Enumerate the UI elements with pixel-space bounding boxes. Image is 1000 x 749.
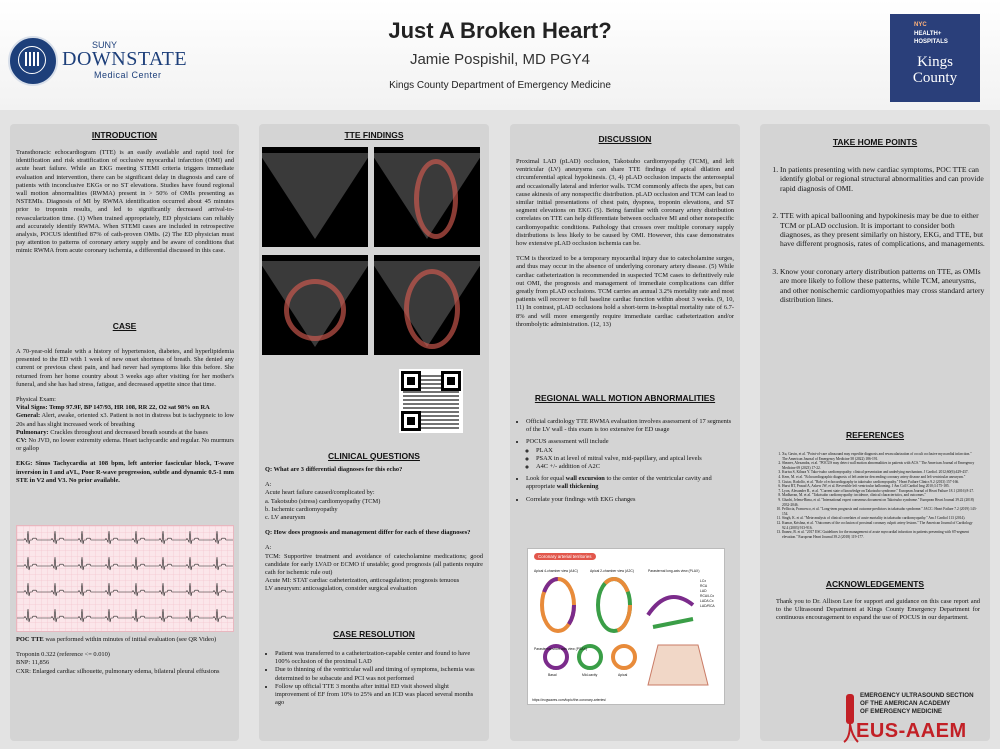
legend-item: LAD/LCx <box>700 599 714 603</box>
discussion-heading: DISCUSSION <box>598 134 652 144</box>
diagram-source-url: https://ecgwaves.com/topic/the-coronary-arteries/ <box>532 698 607 702</box>
rwma-bullet-4: • Correlate your findings with EKG changes <box>526 496 734 504</box>
logo-medcenter-text: Medical Center <box>94 70 162 80</box>
resolution-item: • Patient was transferred to a catheterization-capable center and found to have 100% occlusion of the proximal LAD <box>275 650 483 666</box>
legend-item: LCx <box>700 579 707 583</box>
rwma-bullet-3: • Look for equal wall excursion to the center of the ventricular cavity and appropriate wall thickening <box>526 475 734 491</box>
take-home-item: 1. In patients presenting with new cardiac symptoms, POC TTE can identify global or regional structural abnormalities and can provide rapid diagnosis of OMI. <box>780 165 986 193</box>
exam-pulmonary: Pulmonary: Crackles throughout and decreased breath sounds at the bases <box>16 428 208 436</box>
echo-image-2 <box>374 147 480 247</box>
reference-item: 2. Shearer, Alexandra, et al. "POCUS may detect wall motion abnormalities in patients with ACS." The American Journal of Emergency Medicine 69 (2023) 17-22. <box>782 461 978 470</box>
ekg-tracing-image <box>16 525 234 632</box>
answer-1-label: A: <box>265 481 272 489</box>
answer-2-mi: Acute MI: STAT cardiac catheterization, anticoagulation; prognosis tenuous <box>265 577 460 585</box>
eus-line-2: OF THE AMERICAN ACADEMY <box>860 700 951 707</box>
diagram-level-label: Basal <box>548 673 557 677</box>
reference-item: 13. Ibanez, B. et al. "2017 ESC Guidelines for the management of acute myocardial infarction in patients presenting with ST-segment elevation." European Heart Journal 39.2 (2018) 119-177. <box>782 530 978 539</box>
rwma-sub-item: ◦ PLAX <box>536 447 734 455</box>
logo-hospitals-text: HOSPITALS <box>914 39 948 45</box>
tte-findings-heading: TTE FINDINGS <box>344 130 404 140</box>
echo-image-1 <box>262 147 368 247</box>
diagram-legend <box>700 579 715 609</box>
logo-downstate-text: DOWNSTATE <box>62 48 188 70</box>
answer-2-label: A: <box>265 544 272 552</box>
reference-item: 3. Kurisu S, Kihara Y. Tako-tsubo cardiomyopathy: clinical presentation and underlying mechanism. J Cardiol. 2012;60(6):429-437. <box>782 470 978 475</box>
eus-line-1: EMERGENCY ULTRASOUND SECTION <box>860 692 974 699</box>
take-home-heading: TAKE HOME POINTS <box>832 137 918 147</box>
echo-image-3 <box>262 255 368 355</box>
rwma-body <box>516 418 734 504</box>
take-home-body <box>766 165 986 304</box>
answer-1-item: c. LV aneurysm <box>265 514 306 522</box>
poster-department: Kings County Department of Emergency Medicine <box>389 80 611 91</box>
answer-1-item: a. Takotsubo (stress) cardiomyopathy (TCM) <box>265 497 381 505</box>
take-home-item: 3. Know your coronary artery distribution patterns on TTE, as OMIs are more likely to follow these patterns, while TCM, aneurysms, and other nonischemic cardiomyopathies may cross standard artery distribution lines. <box>780 267 986 305</box>
rwma-bullet-2: • POCUS assessment will include ◦ PLAX ◦ PSAX in at level of mitral valve, mid-papillary, and apical levels ◦ A4C +/- addition of A2C <box>526 438 734 471</box>
reference-item: 11. Singh, K. et al. "Meta-analysis of clinical correlates of acute mortality in takotsubo cardiomyopathy." Am J Cardiol 113 (2014). <box>782 516 978 521</box>
coronary-territories-diagram <box>527 548 725 705</box>
case-resolution-heading: CASE RESOLUTION <box>333 629 415 639</box>
case-labs <box>16 636 234 676</box>
diagram-view-label: Parasternal long-axis view (PLAX) <box>648 569 700 573</box>
legend-item: LAD/RCA <box>700 604 715 608</box>
legend-item: LAD <box>700 589 707 593</box>
rwma-heading: REGIONAL WALL MOTION ABNORMALITIES <box>534 393 716 403</box>
reference-item: 10. Pelliccia, Francesco, et al. "Long-term prognosis and outcome predictors in takotsubo syndrome." JACC: Heart Failure 7.2 (2019) 143-154. <box>782 507 978 516</box>
discussion-body <box>516 158 734 336</box>
introduction-heading: INTRODUCTION <box>91 130 158 140</box>
references-heading: REFERENCES <box>845 430 905 440</box>
answer-1-item: b. Ischemic cardiomyopathy <box>265 505 338 513</box>
diagram-title: Coronary arterial territories <box>534 553 596 560</box>
kings-county-logo <box>890 14 980 102</box>
diagram-view-label: Apical 2-chamber view (A2C) <box>590 569 634 573</box>
rwma-bullet-1: • Official cardiology TTE RWMA evaluation involves assessment of 17 segments of the LV wall - this exam is too extensive for ED usage <box>526 418 734 434</box>
case-hpi: A 70-year-old female with a history of hypertension, diabetes, and hyperlipidemia presented to the ED with 1 week of new onset shortness of breath. She denied any current or previous chest pain, and had never had symptoms like this before. She returned from her home country about 3 weeks ago after visiting for her mother's funeral, and she has had stress, fatigue, and decreased appetite since that time. <box>16 348 234 388</box>
lab-cxr: CXR: Enlarged cardiac silhouette, pulmonary edema, bilateral pleural effusions <box>16 667 220 675</box>
discussion-paragraph-1: Proximal LAD (pLAD) occlusion, Takotsubo cardiomyopathy (TCM), and left ventricular (LV) aneurysms can share TTE findings of apical dilation and circumferential apical hypokinesis. (3, 4) pLAD occlusion impacts the anteroseptal and occasionally lateral and inferior walls. TCM commonly affects the apex, but can cause akinesis of any nonspecific distribution. pLAD occlusion and TCM can lead to similar initial presentations of chest pain, dyspnea, troponin elevations, and ST segment elevations on EKG (5). Being familiar with coronary artery distribution correlates on TTE can help differentiate between occlusive MI and other nonspecific cardiomyopathic conditions. Pathology that crosses over multiple coronary supply distributions is less likely to be caused by OMI. However, this case demonstrates how extensive pLAD occlusion ischemia can be. <box>516 158 734 248</box>
reference-item: 7. Lyon, Alexander R., et al. "Current state of knowledge on Takotsubo syndrome." European Journal of Heart Failure 18.1 (2016) 8-27. <box>782 489 978 494</box>
acknowledgements-text: Thank you to Dr. Allison Lee for support and guidance on this case report and to the Ultrasound Department at Kings County Emergency Department for continuous encouragement to expand the use of POCUS in our department. <box>776 598 980 622</box>
rwma-sub-item: ◦ A4C +/- addition of A2C <box>536 463 734 471</box>
legend-item: RCA/LCx <box>700 594 715 598</box>
answer-2-tcm: TCM: Supportive treatment and avoidance of catecholamine medications; good candidate for early LVAD or ECMO if unstable; good prognosis (all patients require cath for ischemic rule out) <box>265 552 483 577</box>
clinical-questions-heading: CLINICAL QUESTIONS <box>328 451 420 461</box>
echo-image-4 <box>374 255 480 355</box>
introduction-text: Transthoracic echocardiogram (TTE) is an easily available and rapid tool for identification and risk stratification of occlusive myocardial infarction (OMI) and acute heart failure. While an EKG meeting STEMI criteria triggers immediate evaluation and intervention, there can be significant delay in diagnosis and care of patients with inconclusive EKGs or no ST elevations. Studies have found regional wall motion abnormalities (RWMA) present in > 50% of OMIs presenting as NSTEMIs. Diagnosis of MI by RWMA identification occurred about 45 minutes prior to troponin results, and led to significantly decreased arrival-to-revascularization time. (1) When trained appropriately, ED physicians can reliably and accurately identify RWMA. When STEMI cases are included in retrospective analysis, POCUS identified 87% of cath-proven OMIs. (2) The ED physician must pay attention to patterns of coronary artery supply and be aware of conditions that mimic RWMA from acute coronary ischemia, a differential discussed in this case. <box>16 149 234 255</box>
case-poctte: POC TTE was performed within minutes of initial evaluation (see QR Video) <box>16 636 217 643</box>
diagram-view-label: Apical 4-chamber view (A4C) <box>534 569 578 573</box>
answer-1-line: Acute heart failure caused/complicated by: <box>265 489 375 497</box>
discussion-paragraph-2: TCM is theorized to be a temporary myocardial injury due to catecholamine surges, and thus may occur in the absence of underlying coronary artery disease. (5) While cardiac catheterization is recommended in suspected TCM cases to definitively rule out OMI, the prognosis and management of immediate complications can differ greatly from pLAD occlusions. TCM carries an annual 3.2% mortality rate and most patients will recover to full baseline cardiac function within about 3 weeks. (9, 10, 11) In contrast, pLAD occlusions hold a short-term in-hospital mortality rate of 6.7-8% and will more emergently require immediate cardiac catheterization and/or thrombolytic administration. (12, 13) <box>516 255 734 328</box>
resolution-item: • Follow up official TTE 3 months after initial ED visit showed slight improvement of EF from 10% to 25% and an ICD was placed several months ago <box>275 683 483 708</box>
references-list <box>772 452 978 539</box>
case-resolution-body <box>265 650 483 707</box>
clinical-questions-body <box>265 466 483 594</box>
eus-name: EUS-AAEM <box>856 720 967 742</box>
lab-troponin: Troponin 0.322 (reference <= 0.010) <box>16 651 110 659</box>
ekg-tracing-svg <box>17 526 233 631</box>
eus-aaem-logo <box>838 690 996 746</box>
take-home-item: 2. TTE with apical ballooning and hypokinesis may be due to either TCM or pLAD occlusion. It is important to consider both diagnoses, as they present similarly on history, EKG, and TTE, but have different prognosis, rates of complications, and managements. <box>780 211 986 249</box>
poster-header <box>0 0 1000 110</box>
reference-item: 8. Madhavan, M. et al. "Takotsubo cardiomyopathy: incidence, clinical characteristics, and outcomes." <box>782 493 978 498</box>
exam-cv: CV: No JVD, no lower extremity edema. Heart tachycardic and regular. No murmurs or gallop <box>16 437 234 453</box>
exam-vitals: Vital Signs: Temp 97.9F, BP 147/93, HR 108, RR 22, O2 sat 98% on RA <box>16 404 210 412</box>
qr-code[interactable] <box>399 369 463 433</box>
poster-author: Jamie Pospishil, MD PGY4 <box>409 51 591 68</box>
eus-text-block <box>860 692 974 716</box>
question-1: Q: What are 3 differential diagnoses for this echo? <box>265 466 403 473</box>
reference-item: 6. Hurst RT, Prasad A, Askew JW, et al. Reversible left ventricular ballooning. J Am Coll Cardiol Img 2010;3:175-185. <box>782 484 978 489</box>
reference-item: 4. Kern, M. et al. "Echocardiographic diagnosis of left anterior descending coronary artery disease and left ventricular aneurysm." <box>782 475 978 480</box>
eus-line-3: OF EMERGENCY MEDICINE <box>860 708 943 715</box>
diagram-view-label: Parasternal short-axis view (PSAX) <box>534 647 587 651</box>
exam-title: Physical Exam: <box>16 396 56 404</box>
exam-general: General: Alert, awake, oriented x3. Patient is not in distress but is tachypneic to low 20s and has slight increased work of breathing <box>16 412 234 428</box>
logo-suny-text: SUNY <box>92 40 118 50</box>
question-2: Q: How does prognosis and management differ for each of these diagnoses? <box>265 529 471 537</box>
reference-item: 5. Ciutac, Rodolfo, et al. "Role of echocardiography in takotsubo cardiomyopathy." Heart Failure Clinics 9.2 (2013) 157-166. <box>782 480 978 485</box>
resolution-item: • Due to thinning of the ventricular wall and timing of symptoms, ischemia was determined to be subacute and PCI was not performed <box>275 666 483 682</box>
logo-nyc-text: NYC <box>914 22 927 28</box>
case-ekg: EKG: Sinus Tachycardia at 108 bpm, left anterior fascicular block, T-wave inversion in I and aVL, Poor R-wave progression, subtle and dynamic 0.5-1 mm STE in V2 and V3. No prior available. <box>16 460 234 484</box>
logo-health-text: HEALTH+ <box>914 31 942 37</box>
lab-bnp: BNP: 11,856 <box>16 659 50 667</box>
legend-item: RCA <box>700 584 708 588</box>
logo-kings-county-text: Kings County <box>912 54 958 86</box>
case-body <box>16 348 234 492</box>
diagram-level-label: Apical <box>618 673 628 677</box>
poster-title: Just A Broken Heart? <box>388 18 612 43</box>
reference-item: 12. Kumar, Krishna, et al. "Outcomes of the occlusion of proximal coronary culprit artery lesions." The American Journal of Cardiology 92.4 (2003) 913-916. <box>782 521 978 530</box>
reference-item: 1. Xu, Gavin, et al. "Point-of-care ultrasound may expedite diagnosis and revascularization of occult occlusive myocardial infarction." The American Journal of Emergency Medicine 58 (2022) 186-191. <box>782 452 978 461</box>
answer-2-lv: LV aneurysm: anticoagulation, consider surgical evaluation <box>265 585 417 593</box>
acknowledgements-heading: ACKNOWLEDGEMENTS <box>825 579 925 589</box>
case-heading: CASE <box>112 321 137 331</box>
rwma-sub-item: ◦ PSAX in at level of mitral valve, mid-papillary, and apical levels <box>536 455 734 463</box>
reference-item: 9. Ghadri, Jelena-Rima, et al. "International expert consensus document on Takotsubo syndrome." European Heart Journal 39.22 (2018) 2032-2046. <box>782 498 978 507</box>
diagram-level-label: Mid-cavity <box>582 673 598 677</box>
